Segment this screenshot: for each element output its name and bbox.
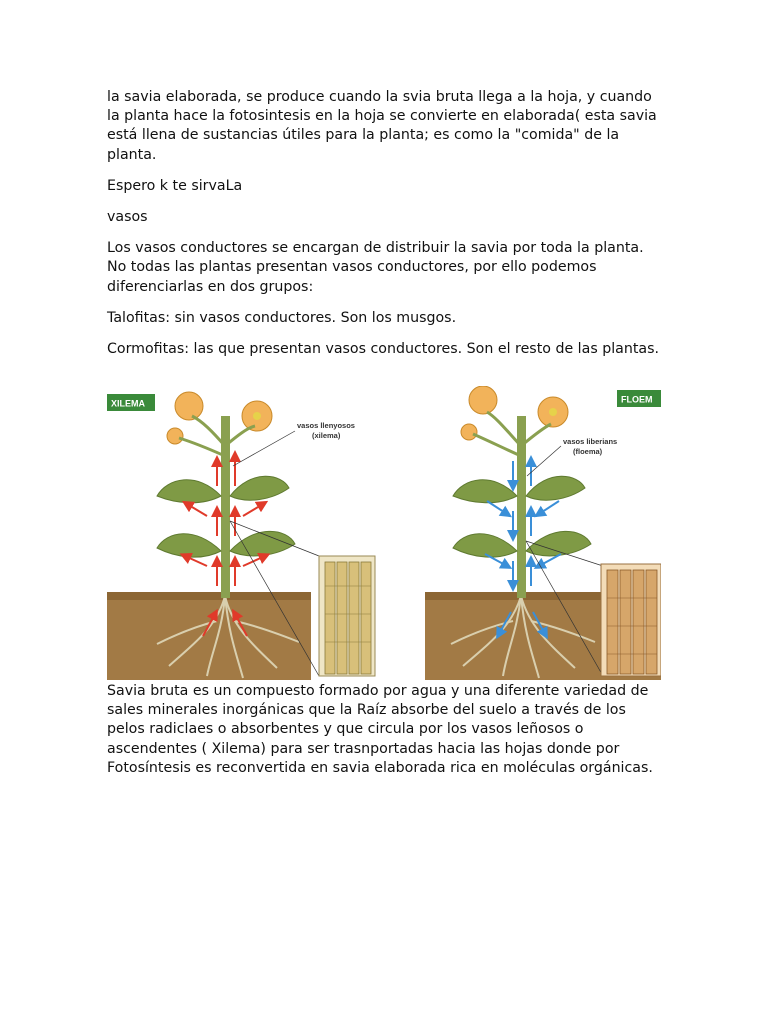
floema-panel: [425, 386, 661, 680]
xilema-label-line2: (xilema): [312, 431, 341, 440]
document-body: [107, 88, 667, 359]
phloem-tubes-inset: [601, 564, 661, 676]
paragraph-espero: Espero k te sirvaLa: [107, 177, 243, 194]
xilema-badge-text: XILEMA: [111, 398, 146, 409]
floema-badge-text: FLOEM: [621, 394, 653, 405]
xilema-floema-illustration: [107, 386, 661, 680]
paragraph-vasos-conductores: Los vasos conductores se encargan de distribuir la savia por toda la planta. No todas las plantas presentan vasos conductores, por ello podemos diferenciarlas en dos grupos:: [107, 240, 644, 295]
floema-label-line1: vasos liberians: [563, 437, 618, 446]
paragraph-savia-bruta: Savia bruta es un compuesto formado por agua y una diferente variedad de sales minerales inorgánicas que la Raíz absorbe del suelo a través de los pelos radiclaes o absorbentes y que circula por los vasos leñosos o ascendentes ( Xilema) para ser trasnportadas hacia las hojas donde por Fotosíntesis es reconvertida en savia elaborada rica en moléculas orgánicas.: [107, 683, 653, 776]
paragraph-vasos: vasos: [107, 209, 148, 226]
xylem-tubes-inset: [319, 556, 375, 676]
paragraph-cormofitas: Cormofitas: las que presentan vasos conductores. Son el resto de las plantas.: [107, 341, 660, 358]
illustration-svg: [107, 386, 661, 680]
xilema-panel: [107, 392, 375, 680]
paragraph-talofitas: Talofitas: sin vasos conductores. Son los musgos.: [107, 309, 457, 326]
paragraph-savia-elaborada: la savia elaborada, se produce cuando la svia bruta llega a la hoja, y cuando la planta hace la fotosintesis en la hoja se convierte en elaborada( esta savia está llena de sustancias útiles para la planta; es como la "comida" de la planta.: [107, 89, 657, 163]
floema-label-line2: (floema): [573, 447, 603, 456]
xilema-label-line1: vasos llenyosos: [297, 421, 355, 430]
